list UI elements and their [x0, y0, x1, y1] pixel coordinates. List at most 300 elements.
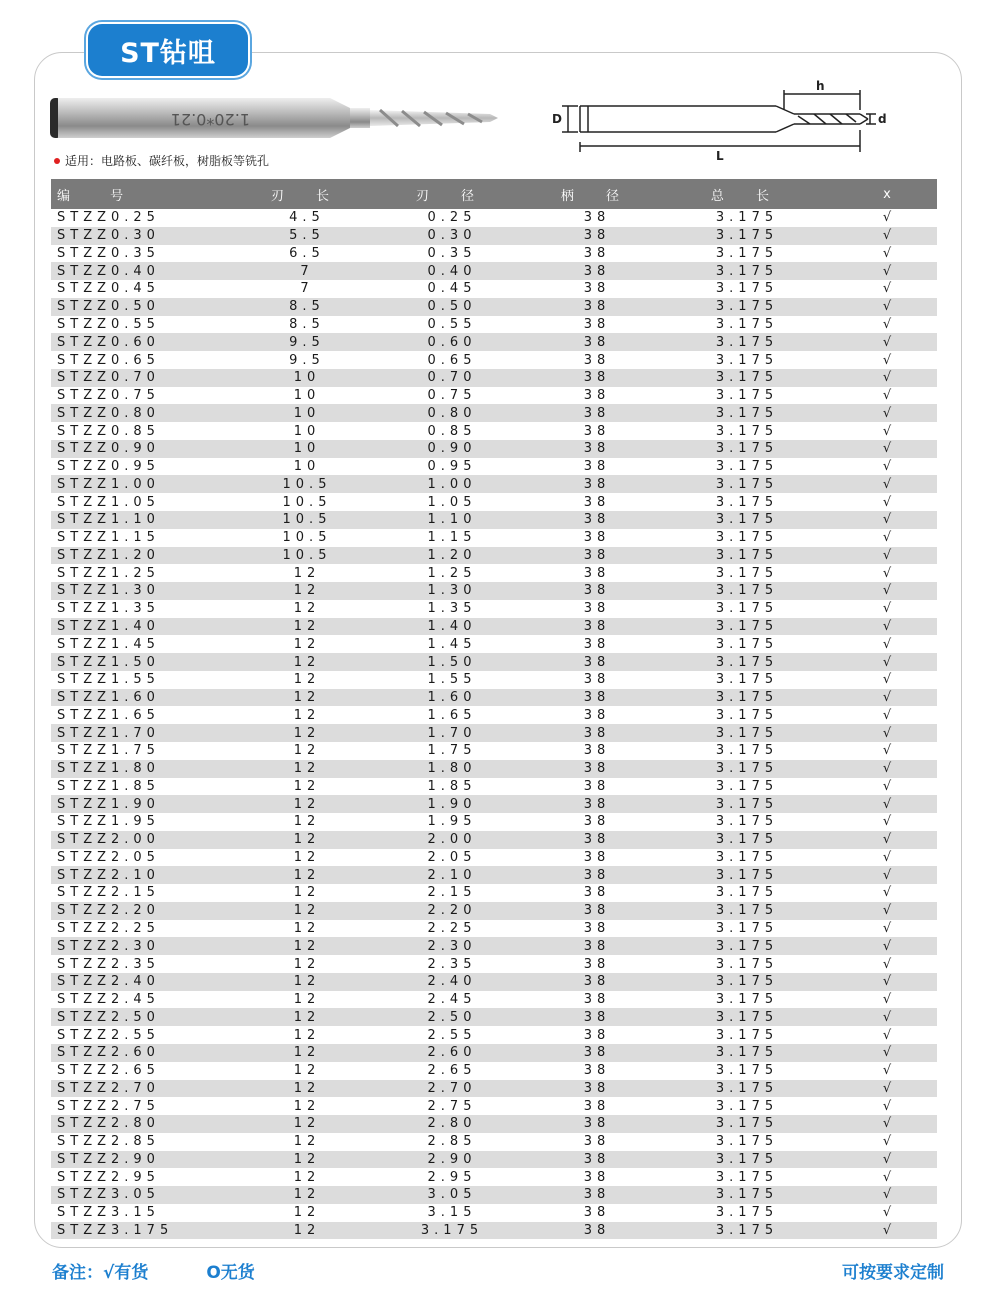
- cell-total-length: 3.175: [715, 636, 779, 652]
- table-row: [51, 1044, 937, 1062]
- table-row: [51, 831, 937, 849]
- cell-shank-diameter: 38: [583, 1169, 611, 1185]
- cell-blade-diameter: 1.00: [427, 476, 477, 492]
- cell-shank-diameter: 38: [583, 352, 611, 368]
- cell-total-length: 3.175: [715, 672, 779, 688]
- table-row: [51, 1204, 937, 1222]
- cell-blade-diameter: 1.70: [427, 725, 477, 741]
- cell-shank-diameter: 38: [583, 601, 611, 617]
- cell-shank-diameter: 38: [583, 636, 611, 652]
- cell-stock: √: [882, 903, 892, 919]
- cell-total-length: 3.175: [715, 583, 779, 599]
- cell-shank-diameter: 38: [583, 1223, 611, 1239]
- cell-stock: √: [882, 992, 892, 1008]
- cell-shank-diameter: 38: [583, 921, 611, 936]
- header-code: 编 号: [57, 188, 142, 204]
- cell-stock: √: [882, 245, 892, 261]
- cell-stock: √: [882, 281, 892, 297]
- cell-stock: √: [882, 388, 892, 404]
- cell-total-length: 3.175: [715, 210, 779, 226]
- cell-shank-diameter: 38: [583, 832, 611, 848]
- diagram-label-d: d: [878, 112, 887, 126]
- cell-blade-length: 10.5: [282, 547, 332, 563]
- table-row: [51, 689, 937, 707]
- cell-stock: √: [882, 743, 892, 759]
- cell-total-length: 3.175: [715, 1169, 779, 1185]
- cell-blade-diameter: 0.60: [427, 334, 477, 350]
- table-row: [51, 600, 937, 618]
- cell-blade-diameter: 2.10: [427, 867, 477, 883]
- cell-stock: √: [882, 814, 892, 830]
- table-row: [51, 245, 937, 263]
- cell-blade-diameter: 2.35: [427, 956, 477, 972]
- cell-code: STZZ0.95: [57, 459, 160, 475]
- cell-blade-length: 12: [293, 1009, 321, 1025]
- table-row: [51, 316, 937, 334]
- cell-stock: √: [882, 796, 892, 812]
- cell-code: STZZ1.15: [57, 530, 160, 546]
- dimension-diagram: [548, 80, 888, 164]
- cell-stock: √: [882, 921, 892, 936]
- cell-blade-length: 12: [293, 690, 321, 706]
- cell-shank-diameter: 38: [583, 530, 611, 546]
- cell-shank-diameter: 38: [583, 778, 611, 794]
- table-row: [51, 973, 937, 991]
- cell-shank-diameter: 38: [583, 885, 611, 901]
- cell-blade-length: 12: [293, 636, 321, 652]
- table-row: [51, 1008, 937, 1026]
- cell-code: STZZ2.60: [57, 1045, 160, 1061]
- cell-shank-diameter: 38: [583, 743, 611, 759]
- cell-blade-length: 4.5: [289, 210, 325, 226]
- cell-shank-diameter: 38: [583, 547, 611, 563]
- cell-blade-diameter: 2.80: [427, 1116, 477, 1132]
- cell-total-length: 3.175: [715, 938, 779, 954]
- cell-blade-diameter: 3.05: [427, 1187, 477, 1203]
- cell-blade-diameter: 2.25: [427, 921, 477, 936]
- cell-stock: √: [882, 1045, 892, 1061]
- cell-code: STZZ2.85: [57, 1134, 160, 1150]
- cell-shank-diameter: 38: [583, 1027, 611, 1043]
- cell-shank-diameter: 38: [583, 494, 611, 510]
- cell-blade-length: 12: [293, 601, 321, 617]
- cell-blade-diameter: 0.30: [427, 228, 477, 244]
- cell-total-length: 3.175: [715, 245, 779, 261]
- cell-blade-diameter: 0.55: [427, 316, 477, 332]
- cell-blade-length: 10.5: [282, 530, 332, 546]
- table-row: [51, 1186, 937, 1204]
- cell-stock: √: [882, 530, 892, 546]
- table-row: [51, 955, 937, 973]
- cell-shank-diameter: 38: [583, 1098, 611, 1114]
- cell-code: STZZ2.80: [57, 1116, 160, 1132]
- usage-text: 适用：电路板、碳纤板，树脂板等铣孔: [65, 154, 270, 168]
- cell-blade-length: 12: [293, 1205, 321, 1221]
- cell-blade-length: 12: [293, 565, 321, 581]
- note-label: 备注：: [52, 1263, 103, 1283]
- table-row: [51, 1115, 937, 1133]
- cell-blade-length: 12: [293, 618, 321, 634]
- cell-code: STZZ2.55: [57, 1027, 160, 1043]
- cell-total-length: 3.175: [715, 867, 779, 883]
- cell-total-length: 3.175: [715, 654, 779, 670]
- cell-stock: √: [882, 370, 892, 386]
- table-row: [51, 1080, 937, 1098]
- cell-total-length: 3.175: [715, 725, 779, 741]
- cell-stock: √: [882, 423, 892, 439]
- table-row: [51, 564, 937, 582]
- bit-marking: 1.20*0.21: [170, 110, 250, 129]
- cell-total-length: 3.175: [715, 547, 779, 563]
- cell-stock: √: [882, 583, 892, 599]
- cell-blade-diameter: 0.25: [427, 210, 477, 226]
- cell-code: STZZ0.60: [57, 334, 160, 350]
- cell-code: STZZ0.25: [57, 210, 160, 226]
- cell-blade-diameter: 2.45: [427, 992, 477, 1008]
- cell-stock: √: [882, 1169, 892, 1185]
- cell-total-length: 3.175: [715, 334, 779, 350]
- diagram-label-D: D: [552, 112, 562, 126]
- cell-blade-diameter: 0.80: [427, 405, 477, 421]
- table-row: [51, 778, 937, 796]
- cell-stock: √: [882, 1151, 892, 1167]
- cell-stock: √: [882, 618, 892, 634]
- cell-code: STZZ2.95: [57, 1169, 160, 1185]
- cell-code: STZZ1.40: [57, 618, 160, 634]
- cell-shank-diameter: 38: [583, 512, 611, 528]
- cell-code: STZZ1.75: [57, 743, 160, 759]
- cell-blade-length: 5.5: [289, 228, 325, 244]
- cell-code: STZZ1.20: [57, 547, 160, 563]
- table-row: [51, 991, 937, 1009]
- cell-blade-diameter: 1.55: [427, 672, 477, 688]
- cell-stock: √: [882, 476, 892, 492]
- cell-stock: √: [882, 441, 892, 457]
- cell-total-length: 3.175: [715, 761, 779, 777]
- cell-blade-diameter: 2.65: [427, 1063, 477, 1079]
- cell-blade-diameter: 3.15: [427, 1205, 477, 1221]
- cell-blade-diameter: 0.70: [427, 370, 477, 386]
- cell-total-length: 3.175: [715, 1116, 779, 1132]
- table-row: [51, 547, 937, 565]
- table-row: [51, 298, 937, 316]
- cell-total-length: 3.175: [715, 974, 779, 990]
- cell-stock: √: [882, 1134, 892, 1150]
- table-body: [51, 209, 937, 1239]
- table-row: [51, 280, 937, 298]
- table-row: [51, 404, 937, 422]
- table-row: [51, 422, 937, 440]
- cell-code: STZZ0.30: [57, 228, 160, 244]
- bullet-icon: [54, 158, 60, 164]
- table-row: [51, 902, 937, 920]
- table-row: [51, 440, 937, 458]
- diagram-label-L: L: [716, 149, 724, 163]
- cell-total-length: 3.175: [715, 1098, 779, 1114]
- cell-blade-length: 12: [293, 1223, 321, 1239]
- cell-blade-length: 7: [300, 281, 314, 297]
- cell-blade-length: 12: [293, 921, 321, 936]
- cell-code: STZZ2.30: [57, 938, 160, 954]
- cell-blade-length: 12: [293, 814, 321, 830]
- cell-shank-diameter: 38: [583, 299, 611, 315]
- cell-total-length: 3.175: [715, 1063, 779, 1079]
- cell-code: STZZ2.90: [57, 1151, 160, 1167]
- cell-total-length: 3.175: [715, 921, 779, 936]
- cell-code: STZZ1.65: [57, 707, 160, 723]
- cell-total-length: 3.175: [715, 618, 779, 634]
- cell-code: STZZ2.40: [57, 974, 160, 990]
- cell-blade-diameter: 2.55: [427, 1027, 477, 1043]
- cell-blade-diameter: 1.40: [427, 618, 477, 634]
- table-row: [51, 1062, 937, 1080]
- table-row: [51, 1168, 937, 1186]
- cell-shank-diameter: 38: [583, 974, 611, 990]
- cell-blade-diameter: 0.85: [427, 423, 477, 439]
- cell-shank-diameter: 38: [583, 654, 611, 670]
- cell-code: STZZ1.80: [57, 761, 160, 777]
- cell-shank-diameter: 38: [583, 618, 611, 634]
- cell-code: STZZ1.05: [57, 494, 160, 510]
- cell-blade-length: 8.5: [289, 316, 325, 332]
- cell-blade-diameter: 2.50: [427, 1009, 477, 1025]
- cell-total-length: 3.175: [715, 796, 779, 812]
- cell-total-length: 3.175: [715, 405, 779, 421]
- cell-blade-length: 12: [293, 1169, 321, 1185]
- table-row: [51, 351, 937, 369]
- cell-blade-diameter: 0.90: [427, 441, 477, 457]
- cell-blade-length: 10: [293, 405, 321, 421]
- cell-shank-diameter: 38: [583, 423, 611, 439]
- cell-blade-length: 8.5: [289, 299, 325, 315]
- cell-blade-length: 9.5: [289, 352, 325, 368]
- header-total-length: 总 长: [710, 188, 784, 204]
- cell-code: STZZ2.35: [57, 956, 160, 972]
- table-row: [51, 866, 937, 884]
- cell-stock: √: [882, 956, 892, 972]
- cell-total-length: 3.175: [715, 423, 779, 439]
- cell-shank-diameter: 38: [583, 849, 611, 865]
- cell-total-length: 3.175: [715, 956, 779, 972]
- table-row: [51, 884, 937, 902]
- cell-code: STZZ1.30: [57, 583, 160, 599]
- table-row: [51, 511, 937, 529]
- table-row: [51, 937, 937, 955]
- cell-blade-diameter: 2.85: [427, 1134, 477, 1150]
- cell-blade-length: 7: [300, 263, 314, 279]
- cell-blade-length: 10: [293, 441, 321, 457]
- cell-stock: √: [882, 459, 892, 475]
- cell-blade-length: 12: [293, 761, 321, 777]
- cell-code: STZZ1.45: [57, 636, 160, 652]
- cell-shank-diameter: 38: [583, 1009, 611, 1025]
- cell-stock: √: [882, 654, 892, 670]
- cell-blade-diameter: 0.45: [427, 281, 477, 297]
- cell-code: STZZ2.20: [57, 903, 160, 919]
- table-row: [51, 653, 937, 671]
- cell-blade-length: 9.5: [289, 334, 325, 350]
- table-row: [51, 475, 937, 493]
- cell-blade-diameter: 0.50: [427, 299, 477, 315]
- cell-code: STZZ0.65: [57, 352, 160, 368]
- cell-total-length: 3.175: [715, 1009, 779, 1025]
- table-row: [51, 1026, 937, 1044]
- cell-blade-diameter: 1.85: [427, 778, 477, 794]
- cell-blade-diameter: 1.45: [427, 636, 477, 652]
- cell-blade-diameter: 2.30: [427, 938, 477, 954]
- cell-total-length: 3.175: [715, 228, 779, 244]
- cell-total-length: 3.175: [715, 601, 779, 617]
- cell-stock: √: [882, 334, 892, 350]
- cell-shank-diameter: 38: [583, 707, 611, 723]
- cell-shank-diameter: 38: [583, 1205, 611, 1221]
- cell-code: STZZ0.40: [57, 263, 160, 279]
- cell-blade-length: 12: [293, 743, 321, 759]
- cell-blade-length: 10: [293, 459, 321, 475]
- cell-blade-length: 12: [293, 1027, 321, 1043]
- cell-shank-diameter: 38: [583, 441, 611, 457]
- cell-shank-diameter: 38: [583, 316, 611, 332]
- cell-code: STZZ1.85: [57, 778, 160, 794]
- cell-total-length: 3.175: [715, 476, 779, 492]
- cell-total-length: 3.175: [715, 690, 779, 706]
- cell-code: STZZ2.65: [57, 1063, 160, 1079]
- cell-code: STZZ0.85: [57, 423, 160, 439]
- cell-total-length: 3.175: [715, 565, 779, 581]
- table-row: [51, 742, 937, 760]
- cell-blade-length: 12: [293, 1151, 321, 1167]
- cell-blade-length: 12: [293, 885, 321, 901]
- cell-code: STZZ1.60: [57, 690, 160, 706]
- table-row: [51, 671, 937, 689]
- cell-code: STZZ3.15: [57, 1205, 160, 1221]
- cell-total-length: 3.175: [715, 370, 779, 386]
- cell-stock: √: [882, 228, 892, 244]
- stock-legend: [52, 1258, 255, 1283]
- cell-blade-diameter: 1.20: [427, 547, 477, 563]
- cell-shank-diameter: 38: [583, 405, 611, 421]
- cell-total-length: 3.175: [715, 992, 779, 1008]
- cell-blade-diameter: 2.20: [427, 903, 477, 919]
- cell-stock: √: [882, 725, 892, 741]
- cell-shank-diameter: 38: [583, 1116, 611, 1132]
- out-of-stock-label: O无货: [206, 1263, 255, 1283]
- table-row: [51, 458, 937, 476]
- cell-blade-diameter: 1.80: [427, 761, 477, 777]
- cell-stock: √: [882, 547, 892, 563]
- cell-total-length: 3.175: [715, 778, 779, 794]
- cell-total-length: 3.175: [715, 441, 779, 457]
- cell-shank-diameter: 38: [583, 992, 611, 1008]
- cell-code: STZZ2.75: [57, 1098, 160, 1114]
- cell-blade-diameter: 1.50: [427, 654, 477, 670]
- drill-bit-image: [50, 96, 500, 140]
- cell-stock: √: [882, 352, 892, 368]
- legend-in-stock: [52, 1258, 148, 1283]
- cell-blade-length: 12: [293, 1116, 321, 1132]
- spec-table: [51, 179, 937, 1239]
- table-row: [51, 813, 937, 831]
- cell-code: STZZ3.175: [57, 1223, 174, 1239]
- cell-stock: √: [882, 707, 892, 723]
- cell-shank-diameter: 38: [583, 1134, 611, 1150]
- cell-stock: √: [882, 832, 892, 848]
- cell-shank-diameter: 38: [583, 938, 611, 954]
- table-row: [51, 209, 937, 227]
- cell-blade-diameter: 0.35: [427, 245, 477, 261]
- cell-code: STZZ2.70: [57, 1080, 160, 1096]
- table-row: [51, 529, 937, 547]
- cell-stock: √: [882, 1009, 892, 1025]
- cell-blade-diameter: 1.05: [427, 494, 477, 510]
- cell-stock: √: [882, 672, 892, 688]
- cell-shank-diameter: 38: [583, 761, 611, 777]
- cell-total-length: 3.175: [715, 459, 779, 475]
- cell-total-length: 3.175: [715, 707, 779, 723]
- header-blade-length: 刃 长: [270, 188, 344, 204]
- cell-shank-diameter: 38: [583, 476, 611, 492]
- cell-code: STZZ1.95: [57, 814, 160, 830]
- cell-blade-length: 10: [293, 370, 321, 386]
- cell-code: STZZ1.90: [57, 796, 160, 812]
- table-row: [51, 262, 937, 280]
- cell-blade-length: 12: [293, 1063, 321, 1079]
- cell-code: STZZ1.35: [57, 601, 160, 617]
- cell-blade-diameter: 2.00: [427, 832, 477, 848]
- cell-blade-diameter: 2.90: [427, 1151, 477, 1167]
- cell-blade-diameter: 1.95: [427, 814, 477, 830]
- cell-total-length: 3.175: [715, 512, 779, 528]
- cell-shank-diameter: 38: [583, 210, 611, 226]
- cell-shank-diameter: 38: [583, 565, 611, 581]
- cell-total-length: 3.175: [715, 530, 779, 546]
- cell-code: STZZ0.35: [57, 245, 160, 261]
- table-row: [51, 582, 937, 600]
- cell-total-length: 3.175: [715, 352, 779, 368]
- cell-stock: √: [882, 849, 892, 865]
- cell-code: STZZ2.10: [57, 867, 160, 883]
- cell-total-length: 3.175: [715, 1205, 779, 1221]
- cell-code: STZZ2.50: [57, 1009, 160, 1025]
- cell-blade-length: 12: [293, 938, 321, 954]
- cell-stock: √: [882, 1116, 892, 1132]
- cell-total-length: 3.175: [715, 1151, 779, 1167]
- cell-shank-diameter: 38: [583, 956, 611, 972]
- cell-blade-length: 12: [293, 1187, 321, 1203]
- cell-total-length: 3.175: [715, 299, 779, 315]
- cell-blade-length: 12: [293, 849, 321, 865]
- cell-total-length: 3.175: [715, 281, 779, 297]
- table-row: [51, 387, 937, 405]
- cell-stock: √: [882, 1027, 892, 1043]
- cell-code: STZZ3.05: [57, 1187, 160, 1203]
- cell-stock: √: [882, 690, 892, 706]
- cell-blade-length: 12: [293, 654, 321, 670]
- cell-blade-length: 6.5: [289, 245, 325, 261]
- cell-blade-length: 12: [293, 1134, 321, 1150]
- cell-shank-diameter: 38: [583, 228, 611, 244]
- cell-blade-length: 12: [293, 832, 321, 848]
- in-stock-label: √有货: [103, 1263, 149, 1283]
- cell-stock: √: [882, 761, 892, 777]
- cell-total-length: 3.175: [715, 743, 779, 759]
- cell-stock: √: [882, 938, 892, 954]
- table-row: [51, 493, 937, 511]
- cell-code: STZZ2.45: [57, 992, 160, 1008]
- cell-stock: √: [882, 601, 892, 617]
- cell-stock: √: [882, 636, 892, 652]
- cell-blade-length: 12: [293, 583, 321, 599]
